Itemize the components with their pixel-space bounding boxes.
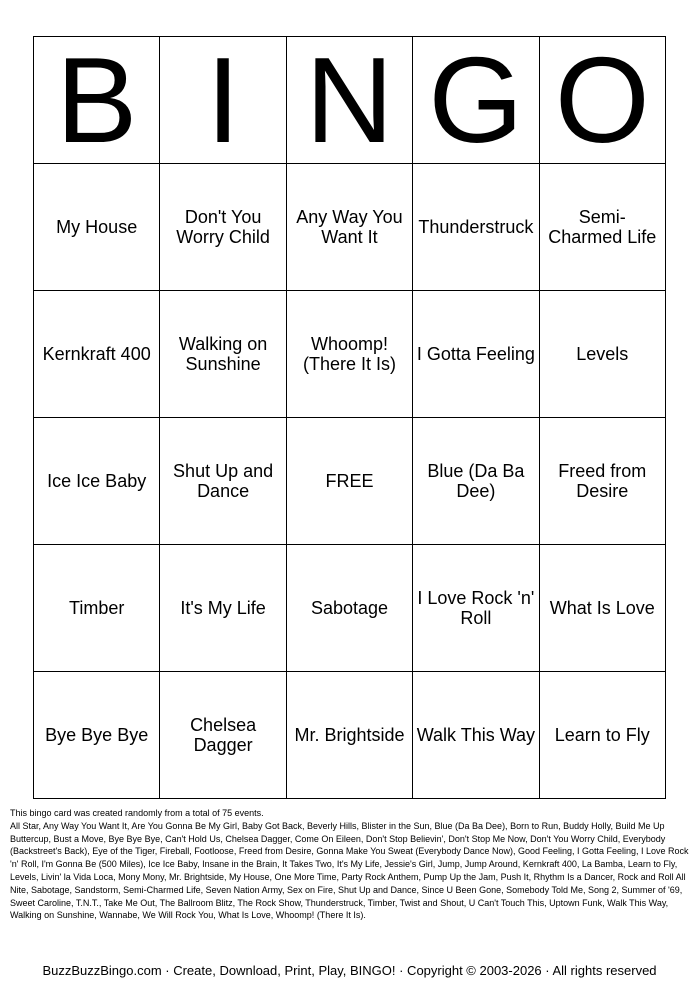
bingo-cell: What Is Love [539, 545, 665, 672]
bingo-cell: Kernkraft 400 [34, 291, 160, 418]
info-intro: This bingo card was created randomly from a total of 75 events. [10, 808, 264, 818]
card-info [10, 807, 690, 922]
bingo-cell: Timber [34, 545, 160, 672]
bingo-cell: Thunderstruck [413, 164, 539, 291]
bingo-cell: Walking on Sunshine [160, 291, 286, 418]
bingo-card [33, 36, 666, 799]
bingo-header-row [34, 37, 666, 164]
bingo-cell: Freed from Desire [539, 418, 665, 545]
bingo-cell: Walk This Way [413, 672, 539, 799]
bingo-cell: My House [34, 164, 160, 291]
header-letter-o: O [539, 37, 665, 164]
bingo-cell: Chelsea Dagger [160, 672, 286, 799]
footer-text: BuzzBuzzBingo.com · Create, Download, Print, Play, BINGO! · Copyright © 2003-2026 · All rights reserved [42, 963, 657, 978]
bingo-cell: Ice Ice Baby [34, 418, 160, 545]
bingo-cell: Shut Up and Dance [160, 418, 286, 545]
bingo-row-3 [34, 418, 666, 545]
header-letter-b: B [34, 37, 160, 164]
bingo-cell: Don't You Worry Child [160, 164, 286, 291]
bingo-cell: I Love Rock 'n' Roll [413, 545, 539, 672]
bingo-row-2 [34, 291, 666, 418]
bingo-cell: Whoomp! (There It Is) [286, 291, 412, 418]
bingo-cell: Sabotage [286, 545, 412, 672]
bingo-cell: It's My Life [160, 545, 286, 672]
bingo-cell: Mr. Brightside [286, 672, 412, 799]
bingo-row-5 [34, 672, 666, 799]
bingo-cell: Semi-Charmed Life [539, 164, 665, 291]
free-space-cell: FREE [286, 418, 412, 545]
bingo-cell: Learn to Fly [539, 672, 665, 799]
bingo-cell: I Gotta Feeling [413, 291, 539, 418]
header-letter-n: N [286, 37, 412, 164]
bingo-row-4 [34, 545, 666, 672]
bingo-cell: Blue (Da Ba Dee) [413, 418, 539, 545]
bingo-cell: Levels [539, 291, 665, 418]
bingo-cell: Bye Bye Bye [34, 672, 160, 799]
header-letter-g: G [413, 37, 539, 164]
bingo-row-1 [34, 164, 666, 291]
bingo-cell: Any Way You Want It [286, 164, 412, 291]
event-list: All Star, Any Way You Want It, Are You Gonna Be My Girl, Baby Got Back, Beverly Hills, Blister in the Sun, Blue (Da Ba Dee), Born to Run, Buddy Holly, Build Me Up Buttercup, Bust a Move, Bye Bye Bye, Can't Hold Us, Chelsea Dagger, Come On Eileen, Don't Stop Believin', Don't Stop Me Now, Don't You Worry Child, Everybody (Backstreet's Back), Eye of the Tiger, Fireball, Footloose, Freed from Desire, Gonna Make You Sweat (Everybody Dance Now), Good Feeling, I Gotta Feeling, I Love Rock 'n' Roll, I'm Gonna Be (500 Miles), Ice Ice Baby, Insane in the Brain, It Takes Two, It's My Life, Jessie's Girl, Jump, Jump Around, Kernkraft 400, La Bamba, Learn to Fly, Levels, Livin' la Vida Loca, Mony Mony, Mr. Brightside, My House, One More Time, Party Rock Anthem, Pump Up the Jam, Push It, Rhythm Is a Dancer, Rock and Roll All Nite, Sabotage, Sandstorm, Semi-Charmed Life, Seven Nation Army, Sex on Fire, Shut Up and Dance, Since U Been Gone, Somebody Told Me, Song 2, Summer of '69, Sweet Caroline, T.N.T., Take Me Out, The Ballroom Blitz, The Rock Show, Thunderstruck, Timber, Twist and Shout, U Can't Touch This, Uptown Funk, Walk This Way, Walking on Sunshine, Wannabe, We Will Rock You, What Is Love, Whoomp! (There It Is). [10, 820, 689, 921]
header-letter-i: I [160, 37, 286, 164]
